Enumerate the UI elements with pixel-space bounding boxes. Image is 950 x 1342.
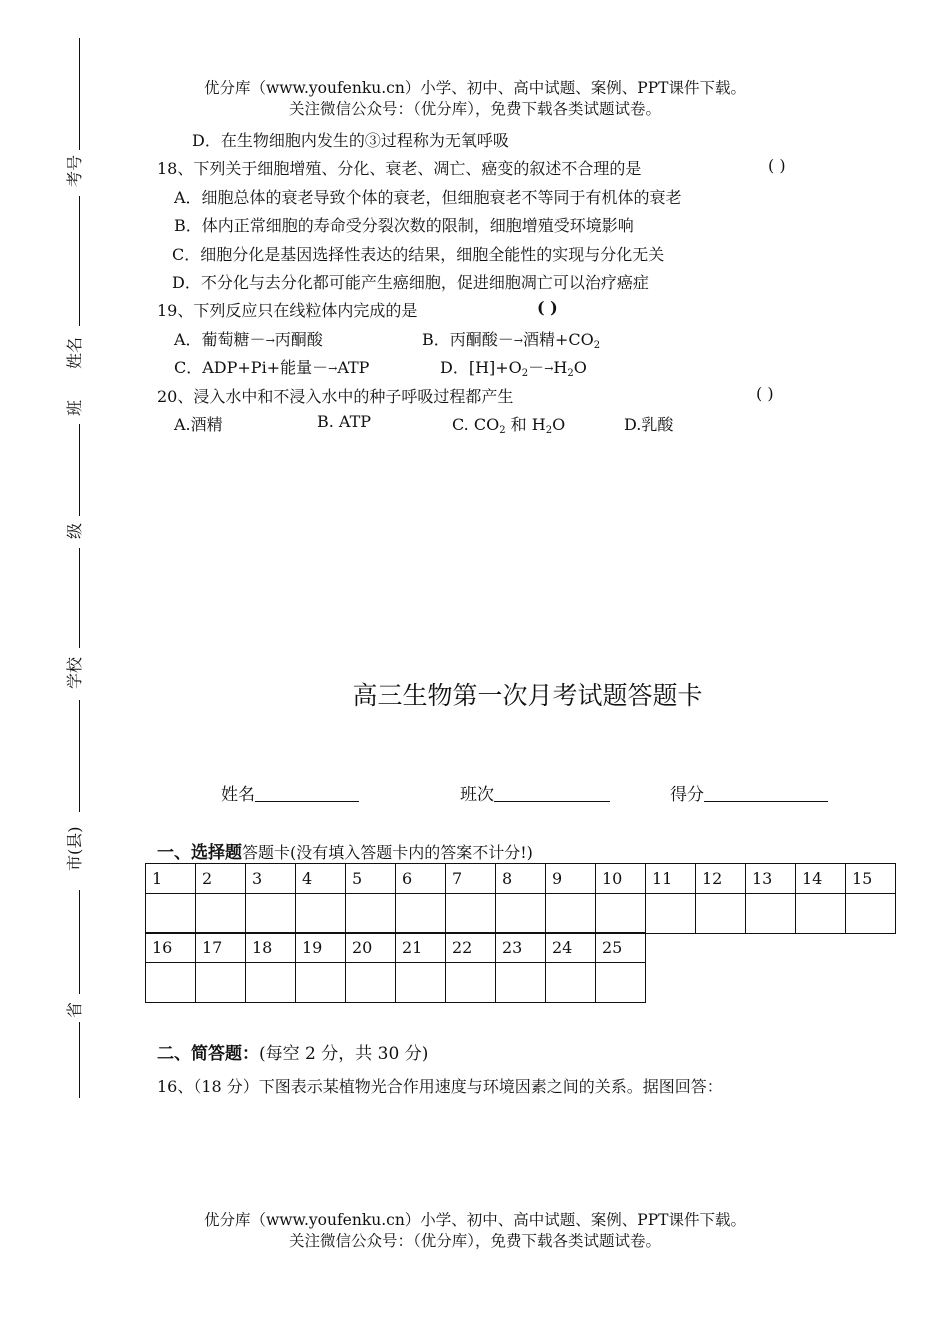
arrow-icon: → xyxy=(265,334,275,347)
page-header xyxy=(0,78,950,120)
answer-cell[interactable] xyxy=(196,963,246,1003)
margin-label-ji: 级 xyxy=(65,523,84,540)
margin-line-4 xyxy=(79,548,80,648)
answer-card-title: 高三生物第一次月考试题答题卡 xyxy=(352,681,703,710)
q20-c-end: O xyxy=(552,415,566,434)
q19-c-pre: C．ADP+Pi+能量－ xyxy=(174,358,329,377)
margin-line-3 xyxy=(79,424,80,516)
section-1-heading xyxy=(157,838,533,863)
q19-b-post: 酒精+CO xyxy=(522,330,594,349)
answer-grid-row-1 xyxy=(145,863,896,934)
q19-b-pre: B．丙酮酸－ xyxy=(422,330,514,349)
arrow-icon: → xyxy=(544,362,554,375)
margin-label-name: 姓名 xyxy=(65,336,84,369)
margin-label-ban: 班 xyxy=(65,400,84,417)
question-number: 12 xyxy=(696,864,746,894)
margin-label-province: 省 xyxy=(65,1002,84,1019)
answer-cell[interactable] xyxy=(846,894,896,934)
subscript: 2 xyxy=(567,368,574,379)
q20-option-d: D.乳酸 xyxy=(624,415,674,434)
q19-stem: 19、下列反应只在线粒体内完成的是 xyxy=(157,301,418,320)
answer-cell[interactable] xyxy=(746,894,796,934)
arrow-icon: → xyxy=(328,362,338,375)
q20-option-b: B. ATP xyxy=(317,412,372,431)
margin-line-7 xyxy=(79,1022,80,1098)
score-label: 得分 xyxy=(670,785,704,805)
q20-c-mid: 和 H xyxy=(505,415,546,434)
q18-option-d: D．不分化与去分化都可能产生癌细胞，促进细胞凋亡可以治疗癌症 xyxy=(172,273,649,292)
q19-option-a xyxy=(174,327,323,350)
page-footer xyxy=(0,1210,950,1252)
answer-cell[interactable] xyxy=(296,894,346,934)
answer-cell[interactable] xyxy=(596,894,646,934)
header-line-2: 关注微信公众号：（优分库），免费下载各类试题试卷。 xyxy=(288,100,661,118)
q19-d-mid: － xyxy=(528,358,545,377)
answer-cell[interactable] xyxy=(396,894,446,934)
margin-line-5 xyxy=(79,700,80,812)
question-number: 9 xyxy=(546,864,596,894)
class-field xyxy=(460,780,610,805)
answer-cell[interactable] xyxy=(496,894,546,934)
header-line-1: 优分库（www.youfenku.cn）小学、初中、高中试题、案例、PPT课件下载。 xyxy=(203,79,747,97)
answer-cell[interactable] xyxy=(446,963,496,1003)
q19-d-pre: D．[H]+O xyxy=(440,358,522,377)
q16-stem: 16、（18 分）下图表示某植物光合作用速度与环境因素之间的关系。据图回答： xyxy=(157,1077,723,1096)
q19-option-c xyxy=(174,355,369,378)
answer-cell[interactable] xyxy=(396,963,446,1003)
section-2-bold: 二、简答题： xyxy=(157,1044,259,1064)
question-number: 13 xyxy=(746,864,796,894)
answer-cell[interactable] xyxy=(346,963,396,1003)
name-field xyxy=(221,780,359,805)
margin-label-city: 市(县) xyxy=(65,826,84,871)
question-number: 19 xyxy=(296,933,346,963)
score-field xyxy=(670,780,828,805)
section-1-bold: 一、选择题 xyxy=(157,843,242,863)
question-number: 17 xyxy=(196,933,246,963)
margin-line-2 xyxy=(79,196,80,326)
answer-cell[interactable] xyxy=(246,894,296,934)
question-number: 6 xyxy=(396,864,446,894)
answer-cell[interactable] xyxy=(546,963,596,1003)
answer-input-row xyxy=(146,963,646,1003)
question-number: 22 xyxy=(446,933,496,963)
class-label: 班次 xyxy=(460,785,494,805)
answer-grid-row-2 xyxy=(145,932,646,1003)
footer-line-1: 优分库（www.youfenku.cn）小学、初中、高中试题、案例、PPT课件下载。 xyxy=(203,1211,747,1229)
question-number: 4 xyxy=(296,864,346,894)
q19-answer-paren: ( ) xyxy=(537,298,558,317)
answer-cell[interactable] xyxy=(146,894,196,934)
answer-cell[interactable] xyxy=(146,963,196,1003)
subscript: 2 xyxy=(499,425,506,436)
q18-option-a: A．细胞总体的衰老导致个体的衰老，但细胞衰老不等同于有机体的衰老 xyxy=(174,188,682,207)
section-1-note: 答题卡(没有填入答题卡内的答案不计分!) xyxy=(242,843,533,862)
question-number: 25 xyxy=(596,933,646,963)
question-number: 8 xyxy=(496,864,546,894)
q17-option-d: D．在生物细胞内发生的③过程称为无氧呼吸 xyxy=(192,131,509,150)
subscript: 2 xyxy=(521,368,529,379)
q19-d-end: O xyxy=(573,358,587,377)
q18-option-c: C．细胞分化是基因选择性表达的结果，细胞全能性的实现与分化无关 xyxy=(172,245,665,264)
answer-number-row xyxy=(146,933,646,963)
answer-cell[interactable] xyxy=(346,894,396,934)
question-number: 10 xyxy=(596,864,646,894)
q18-option-b: B．体内正常细胞的寿命受分裂次数的限制，细胞增殖受环境影响 xyxy=(174,216,634,235)
question-number: 21 xyxy=(396,933,446,963)
q20-option-c xyxy=(452,412,565,436)
q18-answer-paren: ( ) xyxy=(768,156,786,175)
question-number: 23 xyxy=(496,933,546,963)
question-number: 3 xyxy=(246,864,296,894)
answer-cell[interactable] xyxy=(796,894,846,934)
class-blank[interactable] xyxy=(494,783,610,802)
name-blank[interactable] xyxy=(255,783,359,802)
answer-input-row xyxy=(146,894,896,934)
q20-option-a: A.酒精 xyxy=(174,415,223,434)
answer-cell[interactable] xyxy=(296,963,346,1003)
answer-cell[interactable] xyxy=(596,963,646,1003)
question-number: 14 xyxy=(796,864,846,894)
section-2-heading xyxy=(157,1039,428,1064)
question-number: 11 xyxy=(646,864,696,894)
margin-label-school: 学校 xyxy=(65,656,84,689)
question-number: 16 xyxy=(146,933,196,963)
answer-cell[interactable] xyxy=(446,894,496,934)
question-number: 18 xyxy=(246,933,296,963)
question-number: 2 xyxy=(196,864,246,894)
arrow-icon: → xyxy=(513,334,523,347)
answer-cell[interactable] xyxy=(696,894,746,934)
question-number: 20 xyxy=(346,933,396,963)
answer-number-row xyxy=(146,864,896,894)
margin-label-exam-number: 考号 xyxy=(65,154,84,187)
answer-cell[interactable] xyxy=(496,963,546,1003)
question-number: 7 xyxy=(446,864,496,894)
section-2-note: (每空 2 分，共 30 分) xyxy=(259,1044,429,1064)
answer-cell[interactable] xyxy=(646,894,696,934)
subscript: 2 xyxy=(593,340,601,351)
q19-a-pre: A．葡萄糖－ xyxy=(174,330,266,349)
margin-line-6 xyxy=(79,890,80,994)
q19-c-post: ATP xyxy=(337,358,370,377)
answer-cell[interactable] xyxy=(546,894,596,934)
name-label: 姓名 xyxy=(221,785,255,805)
q19-d-post: H xyxy=(553,358,568,377)
q20-answer-paren: ( ) xyxy=(756,384,774,403)
q20-c-pre: C. CO xyxy=(452,415,500,434)
score-blank[interactable] xyxy=(704,783,828,802)
q19-option-b xyxy=(422,327,600,351)
answer-cell[interactable] xyxy=(196,894,246,934)
question-number: 24 xyxy=(546,933,596,963)
q19-a-post: 丙酮酸 xyxy=(274,330,323,349)
q20-stem: 20、浸入水中和不浸入水中的种子呼吸过程都产生 xyxy=(157,387,514,406)
subscript: 2 xyxy=(545,425,553,436)
q19-option-d xyxy=(440,355,587,379)
footer-line-2: 关注微信公众号：（优分库），免费下载各类试题试卷。 xyxy=(288,1232,661,1250)
question-number: 5 xyxy=(346,864,396,894)
question-number: 1 xyxy=(146,864,196,894)
q18-stem: 18、下列关于细胞增殖、分化、衰老、凋亡、癌变的叙述不合理的是 xyxy=(157,159,642,178)
question-number: 15 xyxy=(846,864,896,894)
answer-cell[interactable] xyxy=(246,963,296,1003)
